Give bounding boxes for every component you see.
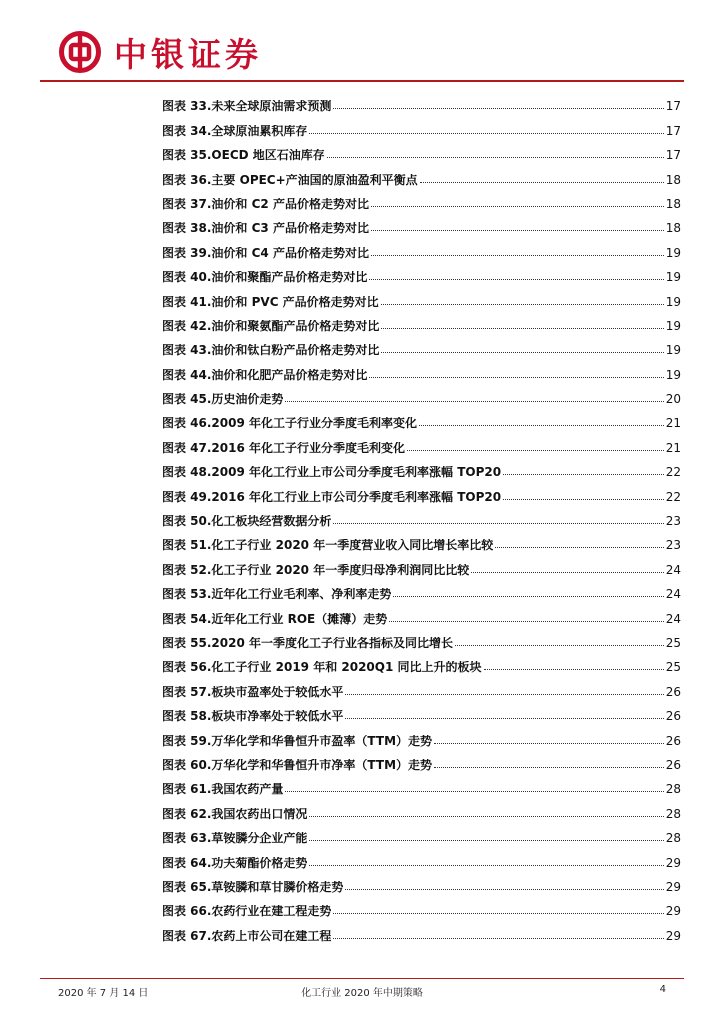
toc-entry[interactable] [162, 600, 681, 624]
toc-dot-leader [371, 230, 664, 231]
toc-dot-leader [333, 938, 663, 939]
toc-entry[interactable] [162, 795, 681, 819]
toc-dot-leader [333, 108, 663, 109]
toc-dot-leader [455, 645, 664, 646]
toc-entry-page-number: 17 [665, 123, 681, 138]
header-divider [40, 80, 684, 82]
toc-entry-page-number: 19 [665, 245, 681, 260]
toc-entry-label: 图表 39.油价和 C4 产品价格走势对比 [162, 246, 369, 259]
toc-entry[interactable] [162, 673, 681, 697]
toc-dot-leader [393, 596, 663, 597]
toc-dot-leader [381, 352, 663, 353]
toc-entry-page-number: 18 [665, 221, 681, 236]
toc-dot-leader [369, 279, 663, 280]
toc-entry[interactable] [162, 381, 681, 405]
toc-entry-label: 图表 60.万华化学和华鲁恒升市净率（TTM）走势 [162, 758, 433, 771]
toc-dot-leader [371, 255, 664, 256]
toc-entry[interactable] [162, 503, 681, 527]
toc-entry-page-number: 28 [665, 806, 681, 821]
toc-entry[interactable] [162, 771, 681, 795]
toc-dot-leader [381, 304, 664, 305]
toc-entry[interactable] [162, 137, 681, 161]
toc-entry-label: 图表 52.化工子行业 2020 年一季度归母净利润同比比较 [162, 563, 470, 576]
toc-entry[interactable] [162, 332, 681, 356]
toc-entry[interactable] [162, 405, 681, 429]
toc-entry[interactable] [162, 820, 681, 844]
toc-entry-page-number: 17 [665, 148, 681, 163]
toc-entry[interactable] [162, 308, 681, 332]
toc-entry[interactable] [162, 649, 681, 673]
toc-dot-leader [503, 499, 664, 500]
toc-entry[interactable] [162, 259, 681, 283]
toc-dot-leader [369, 377, 663, 378]
toc-entry-label: 图表 34.全球原油累积库存 [162, 124, 308, 137]
footer-report-title: 化工行业 2020 年中期策略 [301, 988, 423, 999]
toc-entry-page-number: 24 [665, 611, 681, 626]
toc-dot-leader [495, 547, 664, 548]
toc-dot-leader [345, 889, 663, 890]
toc-dot-leader [419, 425, 664, 426]
toc-entry[interactable] [162, 283, 681, 307]
toc-dot-leader [420, 182, 664, 183]
toc-entry-page-number: 21 [665, 440, 681, 455]
toc-entry[interactable] [162, 429, 681, 453]
toc-dot-leader [333, 913, 663, 914]
toc-entry-page-number: 29 [665, 904, 681, 919]
toc-entry-label: 图表 57.板块市盈率处于较低水平 [162, 685, 344, 698]
toc-entry[interactable] [162, 722, 681, 746]
toc-entry-page-number: 19 [665, 343, 681, 358]
toc-dot-leader [407, 450, 664, 451]
toc-entry-page-number: 26 [665, 709, 681, 724]
toc-entry-label: 图表 64.功夫菊酯价格走势 [162, 856, 308, 869]
toc-entry-label: 图表 62.我国农药出口情况 [162, 807, 308, 820]
toc-entry-label: 图表 42.油价和聚氨酯产品价格走势对比 [162, 319, 380, 332]
toc-entry-label: 图表 43.油价和钛白粉产品价格走势对比 [162, 344, 380, 357]
toc-dot-leader [389, 621, 663, 622]
toc-dot-leader [371, 206, 664, 207]
brand-name: 中银证券 [114, 34, 262, 74]
toc-entry-label: 图表 55.2020 年一季度化工子行业各指标及同比增长 [162, 636, 454, 649]
toc-dot-leader [471, 572, 664, 573]
toc-entry-label: 图表 41.油价和 PVC 产品价格走势对比 [162, 295, 379, 308]
figure-index-list [162, 88, 681, 942]
toc-entry-page-number: 19 [665, 318, 681, 333]
toc-entry-label: 图表 46.2009 年化工子行业分季度毛利率变化 [162, 417, 418, 430]
toc-entry-page-number: 19 [665, 270, 681, 285]
toc-entry[interactable] [162, 454, 681, 478]
bank-of-china-logo-icon [58, 30, 102, 74]
toc-entry[interactable] [162, 88, 681, 112]
toc-dot-leader [309, 865, 663, 866]
toc-entry-label: 图表 47.2016 年化工子行业分季度毛利变化 [162, 441, 406, 454]
toc-entry-label: 图表 35.OECD 地区石油库存 [162, 149, 325, 162]
toc-entry-label: 图表 53.近年化工行业毛利率、净利率走势 [162, 588, 392, 601]
toc-entry[interactable] [162, 869, 681, 893]
toc-entry-label: 图表 36.主要 OPEC+产油国的原油盈利平衡点 [162, 173, 418, 186]
toc-entry-page-number: 18 [665, 172, 681, 187]
toc-entry-page-number: 26 [665, 684, 681, 699]
toc-dot-leader [327, 157, 664, 158]
toc-dot-leader [434, 743, 664, 744]
toc-entry-label: 图表 33.未来全球原油需求预测 [162, 100, 332, 113]
toc-entry-page-number: 24 [665, 587, 681, 602]
toc-entry-label: 图表 58.板块市净率处于较低水平 [162, 710, 344, 723]
footer-divider [40, 978, 684, 979]
toc-entry-label: 图表 44.油价和化肥产品价格走势对比 [162, 368, 368, 381]
toc-entry-page-number: 21 [665, 416, 681, 431]
toc-entry[interactable] [162, 161, 681, 185]
footer-page-number: 4 [659, 984, 666, 995]
toc-entry-page-number: 25 [665, 660, 681, 675]
toc-entry-label: 图表 50.化工板块经营数据分析 [162, 515, 332, 528]
toc-entry-page-number: 24 [665, 562, 681, 577]
toc-entry[interactable] [162, 186, 681, 210]
footer-date: 2020 年 7 月 14 日 [58, 988, 149, 999]
toc-dot-leader [381, 328, 663, 329]
toc-entry-page-number: 19 [665, 367, 681, 382]
toc-entry-page-number: 25 [665, 635, 681, 650]
toc-entry-label: 图表 40.油价和聚酯产品价格走势对比 [162, 271, 368, 284]
toc-entry-label: 图表 38.油价和 C3 产品价格走势对比 [162, 222, 369, 235]
toc-entry-label: 图表 54.近年化工行业 ROE（摊薄）走势 [162, 612, 388, 625]
toc-entry-label: 图表 56.化工子行业 2019 年和 2020Q1 同比上升的板块 [162, 661, 482, 674]
toc-entry-label: 图表 49.2016 年化工行业上市公司分季度毛利率涨幅 TOP20 [162, 490, 502, 503]
toc-dot-leader [333, 523, 663, 524]
toc-entry-label: 图表 61.我国农药产量 [162, 783, 284, 796]
toc-entry[interactable] [162, 917, 681, 941]
toc-dot-leader [285, 791, 663, 792]
toc-entry[interactable] [162, 698, 681, 722]
page-header [58, 26, 262, 78]
toc-entry-page-number: 20 [665, 392, 681, 407]
toc-entry[interactable] [162, 551, 681, 575]
toc-entry-page-number: 29 [665, 928, 681, 943]
toc-entry-page-number: 22 [665, 465, 681, 480]
toc-entry-page-number: 26 [665, 757, 681, 772]
toc-entry-label: 图表 63.草铵膦分企业产能 [162, 832, 308, 845]
toc-entry-page-number: 23 [665, 514, 681, 529]
toc-entry-label: 图表 45.历史油价走势 [162, 393, 284, 406]
toc-entry[interactable] [162, 210, 681, 234]
toc-entry-label: 图表 65.草铵膦和草甘膦价格走势 [162, 880, 344, 893]
toc-entry-page-number: 19 [665, 294, 681, 309]
toc-entry-page-number: 23 [665, 538, 681, 553]
toc-entry[interactable] [162, 576, 681, 600]
toc-entry[interactable] [162, 625, 681, 649]
toc-dot-leader [345, 718, 663, 719]
toc-entry-page-number: 17 [665, 99, 681, 114]
toc-dot-leader [434, 767, 664, 768]
toc-entry[interactable] [162, 478, 681, 502]
toc-entry[interactable] [162, 527, 681, 551]
page-footer [58, 984, 666, 998]
toc-entry[interactable] [162, 844, 681, 868]
toc-entry[interactable] [162, 893, 681, 917]
toc-entry-page-number: 18 [665, 196, 681, 211]
toc-entry[interactable] [162, 747, 681, 771]
toc-entry-page-number: 28 [665, 782, 681, 797]
toc-entry[interactable] [162, 112, 681, 136]
toc-entry-label: 图表 51.化工子行业 2020 年一季度营业收入同比增长率比较 [162, 539, 494, 552]
toc-entry-label: 图表 37.油价和 C2 产品价格走势对比 [162, 197, 369, 210]
toc-dot-leader [309, 133, 663, 134]
toc-entry-label: 图表 48.2009 年化工行业上市公司分季度毛利率涨幅 TOP20 [162, 466, 502, 479]
toc-dot-leader [484, 669, 664, 670]
toc-entry-label: 图表 66.农药行业在建工程走势 [162, 905, 332, 918]
toc-entry-page-number: 26 [665, 733, 681, 748]
toc-entry[interactable] [162, 234, 681, 258]
toc-dot-leader [309, 840, 663, 841]
toc-entry[interactable] [162, 356, 681, 380]
toc-dot-leader [309, 816, 663, 817]
toc-dot-leader [345, 694, 663, 695]
toc-entry-label: 图表 67.农药上市公司在建工程 [162, 929, 332, 942]
toc-entry-page-number: 22 [665, 489, 681, 504]
toc-entry-page-number: 29 [665, 855, 681, 870]
toc-entry-label: 图表 59.万华化学和华鲁恒升市盈率（TTM）走势 [162, 734, 433, 747]
toc-entry-page-number: 28 [665, 831, 681, 846]
toc-entry-page-number: 29 [665, 879, 681, 894]
toc-dot-leader [285, 401, 663, 402]
toc-dot-leader [503, 474, 664, 475]
